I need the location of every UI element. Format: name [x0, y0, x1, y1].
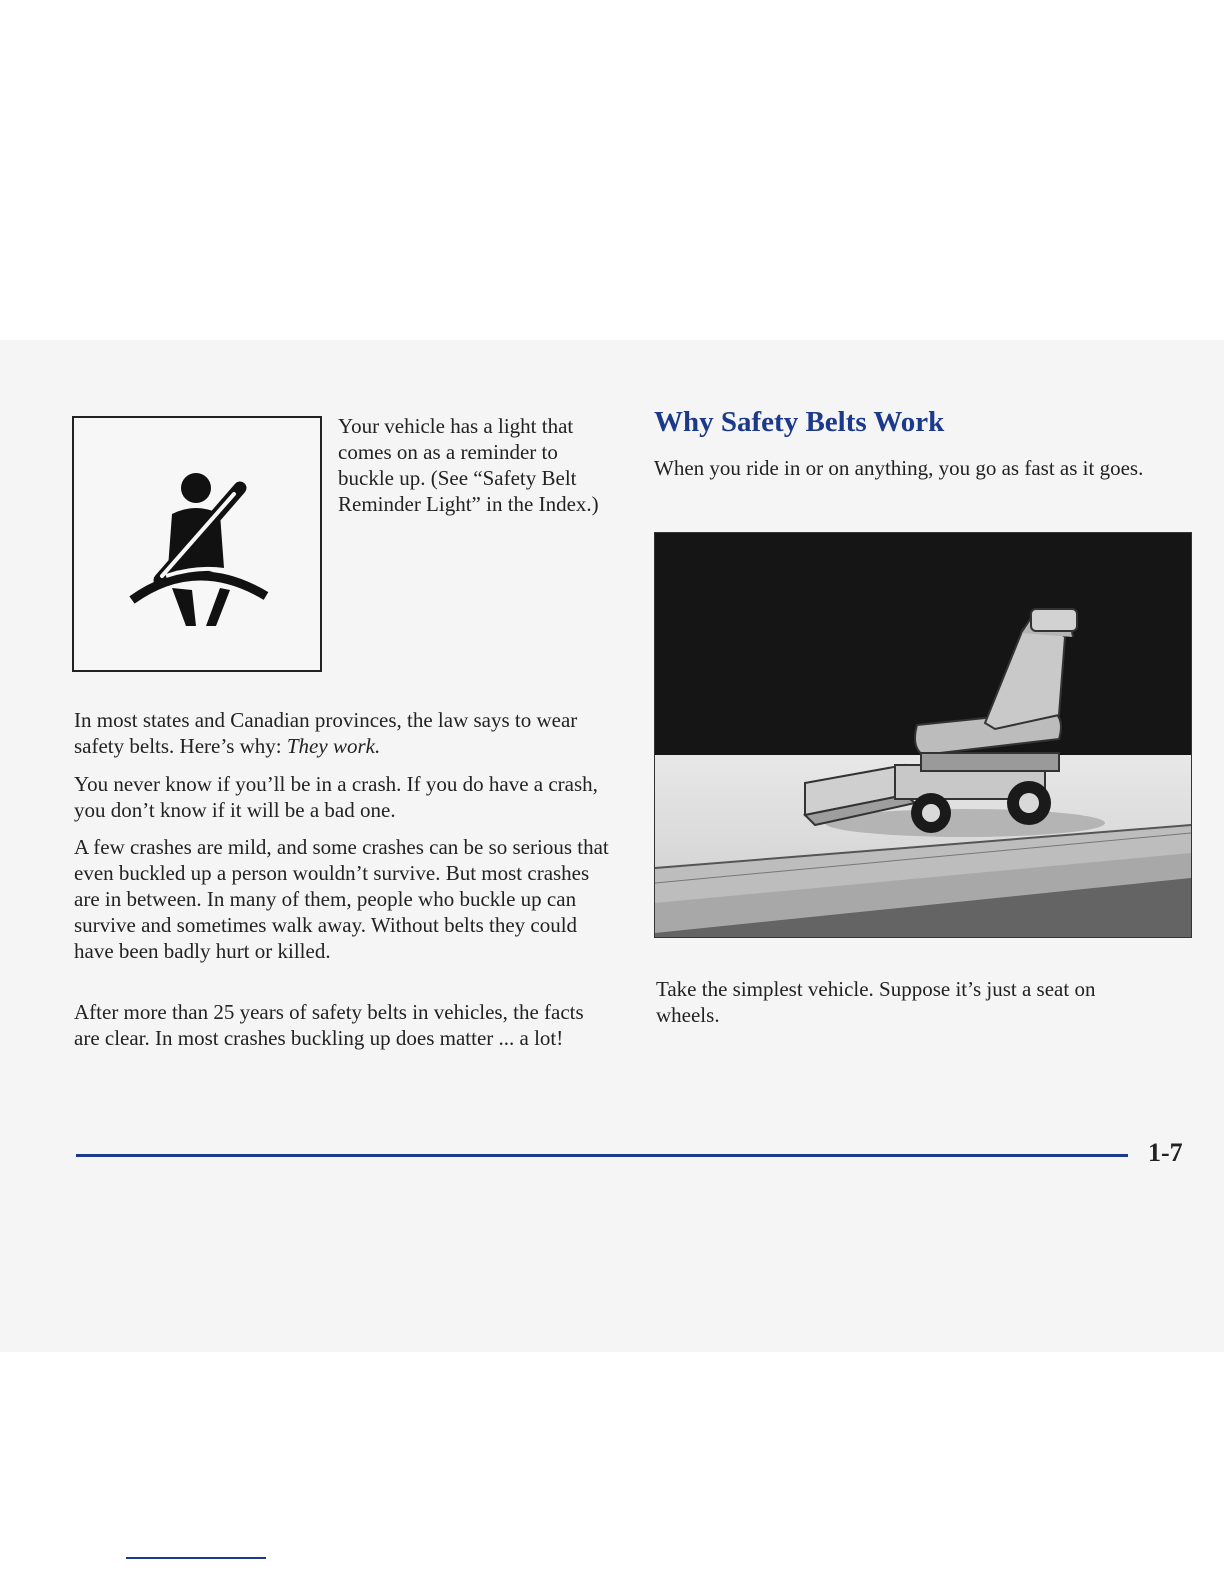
- law-paragraph: [74, 707, 614, 759]
- seatbelt-reminder-caption: Your vehicle has a light that comes on as a reminder to buckle up. (See “Safety Belt Reminder Light” in the Index.): [338, 414, 599, 516]
- seat-on-wheels-drawing: [655, 533, 1191, 937]
- intro-paragraph: When you ride in or on anything, you go as fast as it goes.: [654, 456, 1144, 480]
- crash-paragraph: You never know if you’ll be in a crash. If you do have a crash, you don’t know if it will be a bad one.: [74, 772, 598, 822]
- seat-on-wheels-illustration: [654, 532, 1192, 938]
- section-heading: Why Safety Belts Work: [654, 406, 945, 438]
- page-number: 1-7: [1148, 1138, 1183, 1167]
- illustration-caption: Take the simplest vehicle. Suppose it’s just a seat on wheels.: [656, 977, 1096, 1027]
- seatbelt-reminder-icon-box: [72, 416, 322, 672]
- law-paragraph-text: In most states and Canadian provinces, the law says to wear safety belts. Here’s why:: [74, 708, 578, 758]
- facts-paragraph: After more than 25 years of safety belts in vehicles, the facts are clear. In most crashes buckling up does matter ... a lot!: [74, 1000, 584, 1050]
- law-paragraph-emphasis: They work.: [286, 734, 381, 758]
- footer-rule: [76, 1154, 1128, 1157]
- bottom-rule: [126, 1557, 266, 1559]
- crash-severity-paragraph: A few crashes are mild, and some crashes can be so serious that even buckled up a person wouldn’t survive. But most crashes are in between. In many of them, people who buckle up can survive and sometimes walk away. Without belts they could have been badly hurt or killed.: [74, 835, 609, 963]
- seatbelt-reminder-icon: [74, 418, 320, 670]
